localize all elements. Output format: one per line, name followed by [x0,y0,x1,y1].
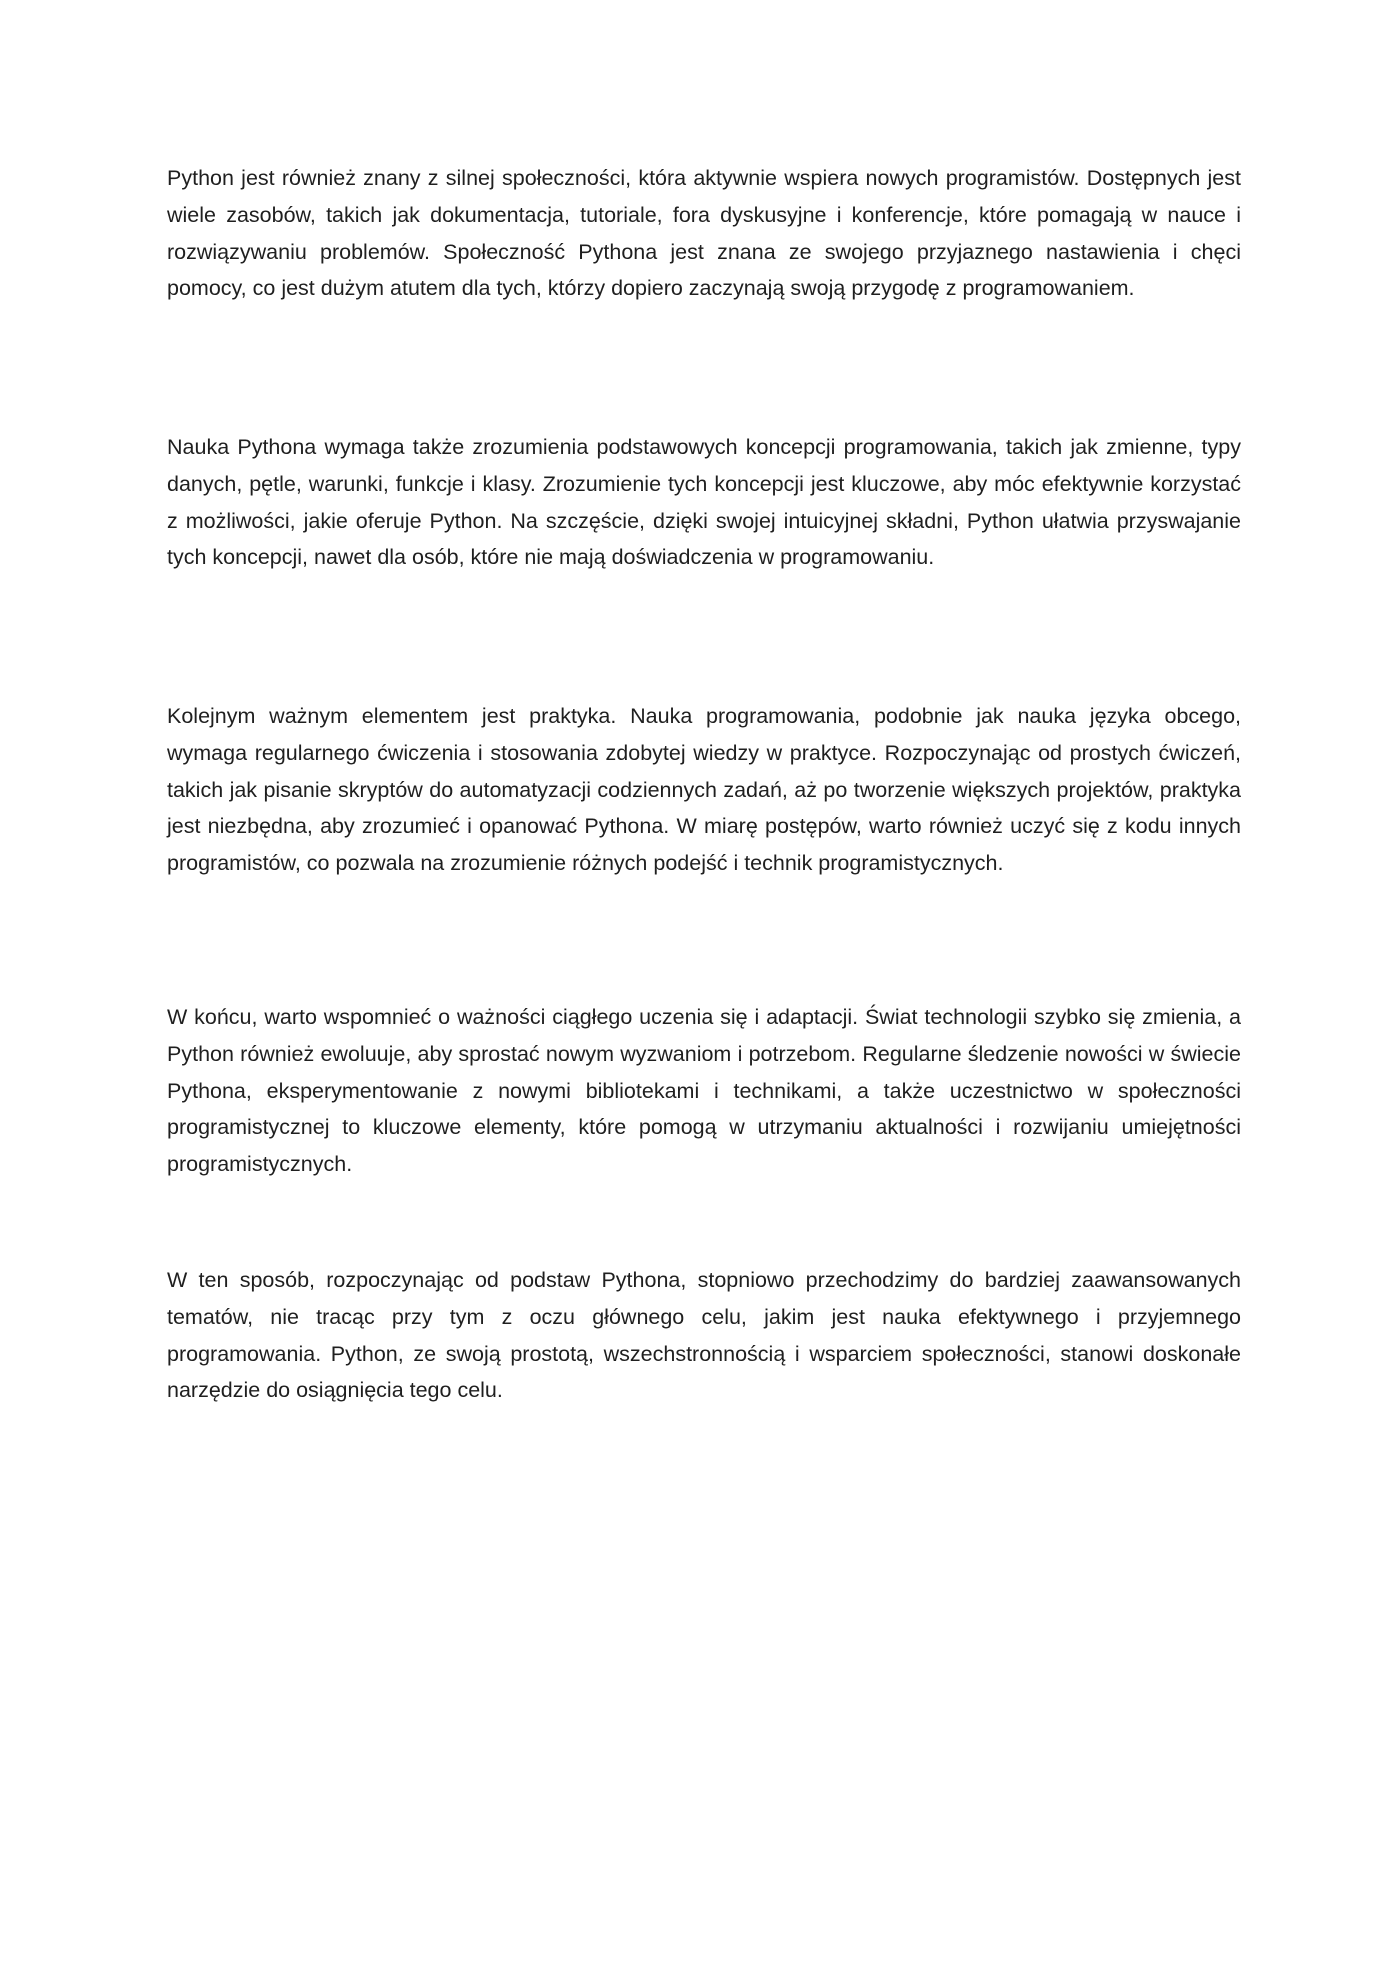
paragraph-concepts: Nauka Pythona wymaga także zrozumienia podstawowych koncepcji programowania, takich jak zmienne, typy danych, pętle, warunki, funkcje i klasy. Zrozumienie tych koncepcji jest kluczowe, aby móc efektywnie korzystać z możliwości, jakie oferuje Python. Na szczęście, dzięki swojej intuicyjnej składni, Python ułatwia przyswajanie tych koncepcji, nawet dla osób, które nie mają doświadczenia w programowaniu. [167,435,1241,570]
paragraph-practice: Kolejnym ważnym elementem jest praktyka. Nauka programowania, podobnie jak nauka języka obcego, wymaga regularnego ćwiczenia i stosowania zdobytej wiedzy w praktyce. Rozpoczynając od prostych ćwiczeń, takich jak pisanie skryptów do automatyzacji codziennych zadań, aż po tworzenie większych projektów, praktyka jest niezbędna, aby zrozumieć i opanować Pythona. W miarę postępów, warto również uczyć się z kodu innych programistów, co pozwala na zrozumienie różnych podejść i technik programistycznych. [167,704,1241,876]
paragraph-community: Python jest również znany z silnej społeczności, która aktywnie wspiera nowych programistów. Dostępnych jest wiele zasobów, takich jak dokumentacja, tutoriale, fora dyskusyjne i konferencje, które pomagają w nauce i rozwiązywaniu problemów. Społeczność Pythona jest znana ze swojego przyjaznego nastawienia i chęci pomocy, co jest dużym atutem dla tych, którzy dopiero zaczynają swoją przygodę z programowaniem. [167,166,1241,301]
paragraph-continuous-learning: W końcu, warto wspomnieć o ważności ciągłego uczenia się i adaptacji. Świat technologii szybko się zmienia, a Python również ewoluuje, aby sprostać nowym wyzwaniom i potrzebom. Regularne śledzenie nowości w świecie Pythona, eksperymentowanie z nowymi bibliotekami i technikami, a także uczestnictwo w społeczności programistycznej to kluczowe elementy, które pomogą w utrzymaniu aktualności i rozwijaniu umiejętności programistycznych. [167,1005,1241,1177]
paragraph-conclusion: W ten sposób, rozpoczynając od podstaw Pythona, stopniowo przechodzimy do bardziej zaawansowanych tematów, nie tracąc przy tym z oczu głównego celu, jakim jest nauka efektywnego i przyjemnego programowania. Python, ze swoją prostotą, wszechstronnością i wsparciem społeczności, stanowi doskonałe narzędzie do osiągnięcia tego celu. [167,1268,1241,1403]
